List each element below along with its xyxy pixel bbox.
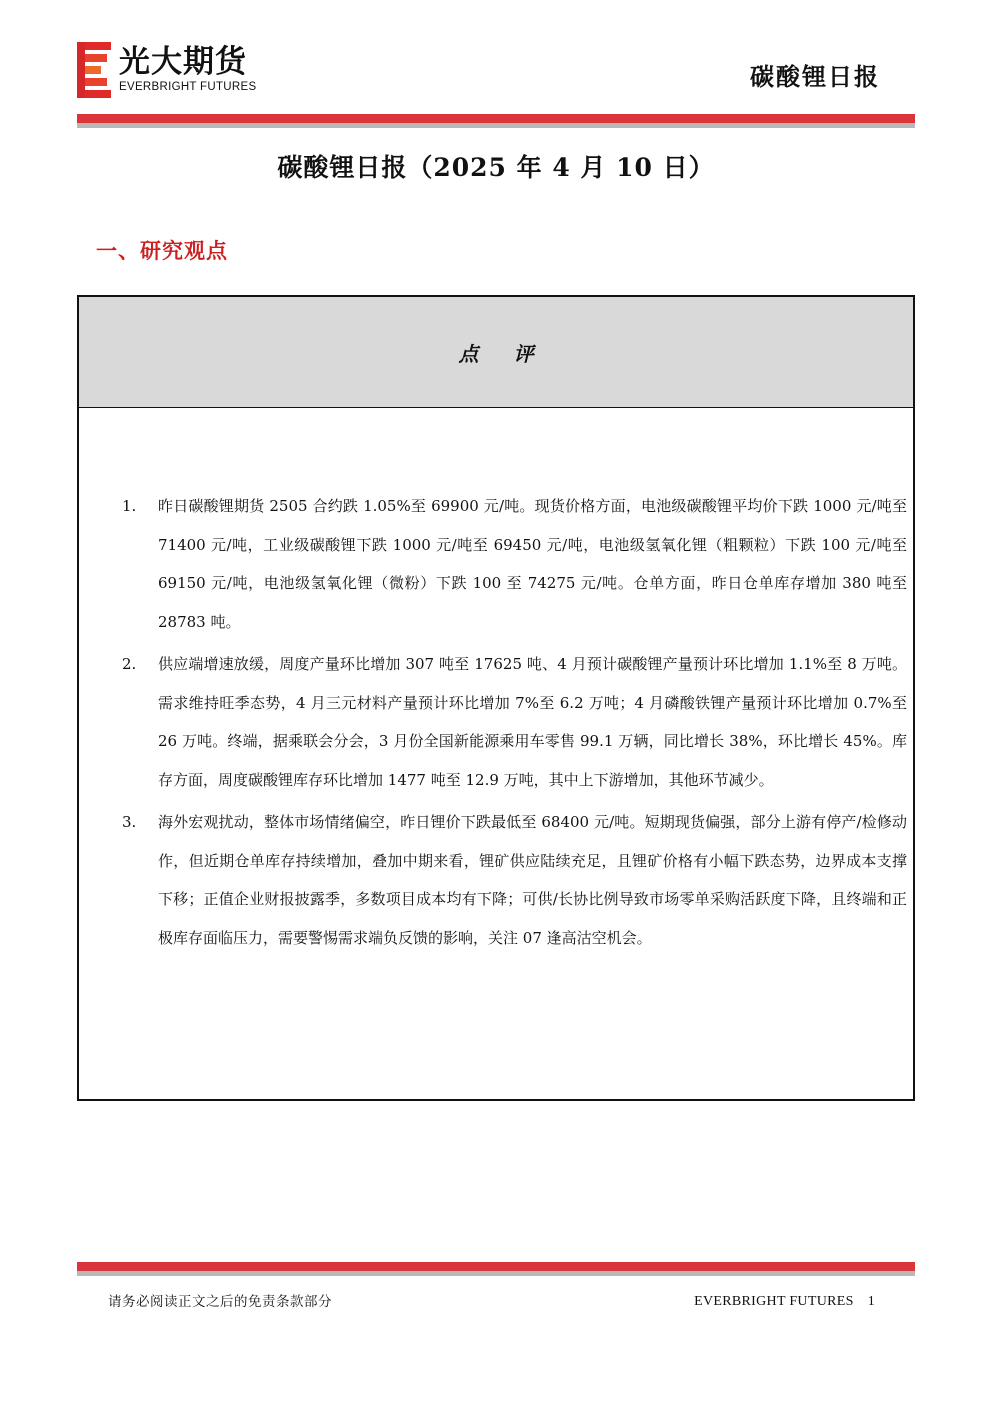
commentary-header-label: 点 评 [458, 341, 548, 366]
footer-brand-block [694, 1292, 875, 1312]
everbright-logo-icon [77, 42, 111, 98]
list-item-number: 3. [122, 813, 137, 831]
header-divider [77, 114, 915, 128]
footer-brand: EVERBRIGHT FUTURES [694, 1294, 854, 1309]
list-item [79, 487, 913, 641]
company-logo [77, 42, 287, 98]
page-title: 碳酸锂日报（2025 年 4 月 10 日） [277, 153, 715, 182]
footer-divider [77, 1262, 915, 1276]
logo-chinese-name: 光大期货 [119, 44, 247, 80]
section-heading: 一、研究观点 [96, 239, 228, 263]
commentary-box [77, 295, 915, 1101]
list-item-text: 海外宏观扰动，整体市场情绪偏空，昨日锂价下跌最低至 68400 元/吨。短期现货偏强，部分上游有停产/检修动作，但近期仓单库存持续增加，叠加中期来看，锂矿供应陆续充足，且锂矿价格有小幅下跌态势，边界成本支撑下移；正值企业财报披露季，多数项目成本均有下降；可供/长协比例导致市场零单采购活跃度下降，且终端和正极库存面临压力，需要警惕需求端负反馈的影响，关注 07 逢高沽空机会。 [158, 813, 907, 947]
list-item-text: 供应端增速放缓，周度产量环比增加 307 吨至 17625 吨、4 月预计碳酸锂产量预计环比增加 1.1%至 8 万吨。需求维持旺季态势，4 月三元材料产量预计环比增加 7%至 6.2 万吨；4 月磷酸铁锂产量预计环比增加 0.7%至 26 万吨。终端，据乘联会分会，3 月份全国新能源乘用车零售 99.1 万辆，同比增长 38%，环比增长 45%。库存方面，周度碳酸锂库存环比增加 1477 吨至 12.9 万吨，其中上下游增加，其他环节减少。 [158, 655, 907, 789]
logo-english-name: EVERBRIGHT FUTURES [119, 81, 257, 93]
commentary-list [79, 487, 913, 961]
list-item-number: 1. [122, 497, 137, 515]
report-name: 碳酸锂日报 [750, 63, 880, 91]
footer-disclaimer: 请务必阅读正文之后的免责条款部分 [108, 1294, 332, 1310]
list-item [79, 645, 913, 799]
commentary-header [79, 297, 913, 408]
list-item-text: 昨日碳酸锂期货 2505 合约跌 1.05%至 69900 元/吨。现货价格方面，电池级碳酸锂平均价下跌 1000 元/吨至 71400 元/吨，工业级碳酸锂下跌 1000 元/吨至 69450 元/吨，电池级氢氧化锂（粗颗粒）下跌 100 元/吨至 69150 元/吨，电池级氢氧化锂（微粉）下跌 100 至 74275 元/吨。仓单方面，昨日仓单库存增加 380 吨至 28783 吨。 [158, 497, 907, 631]
page-number: 1 [867, 1294, 875, 1309]
list-item-number: 2. [122, 655, 137, 673]
list-item [79, 803, 913, 957]
